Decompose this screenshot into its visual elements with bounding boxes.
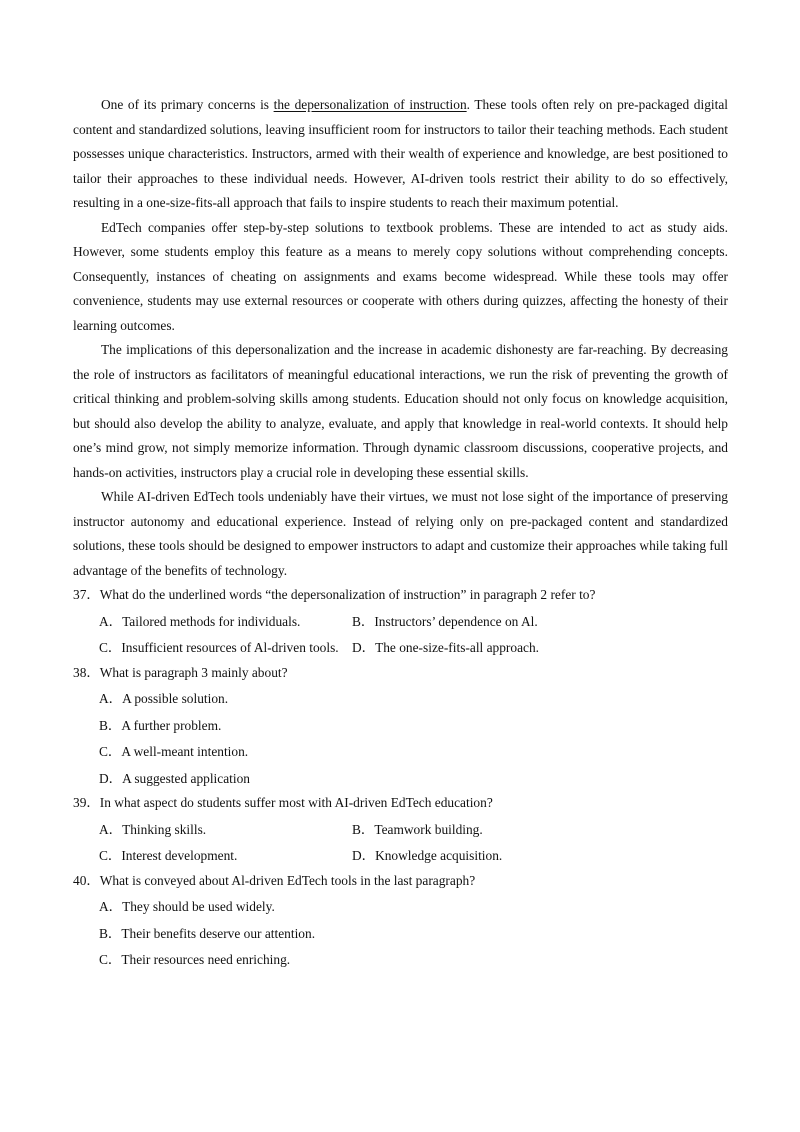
option-text: A further problem. [121,717,222,733]
option-text: A suggested application [122,770,250,786]
option-text: A possible solution. [122,691,229,706]
question-stem [73,583,728,608]
option-label: B． [99,925,122,941]
option-label: D． [352,848,376,863]
question-stem [73,869,728,894]
option-text: Insufficient resources of Al-driven tools. [121,640,339,655]
option-c[interactable] [99,636,352,661]
question-39 [73,791,728,869]
option-text: Thinking skills. [122,821,207,837]
option-a[interactable] [99,895,728,920]
option-text: A well-meant intention. [121,744,249,759]
paragraph-1 [73,93,728,216]
option-label: A． [99,899,123,914]
paragraph-3: The implications of this depersonalization and the increase in academic dishonesty are far-reaching. By decreasing the role of instructors as facilitators of meaningful educational interactions, we run the risk of preventing the growth of critical thinking and problem-solving skills among students. Education should not only focus on knowledge acquisition, but should also develop the ability to analyze, evaluate, and apply that knowledge in real-world contexts. It should help one’s mind grow, not simply memorize information. Through dynamic classroom discussions, cooperative projects, and hands-on activities, instructors play a crucial role in developing these essential skills. [73,342,728,480]
question-37 [73,583,728,661]
question-text: What do the underlined words “the depersonalization of instruction” in paragraph 2 refer to? [99,587,596,602]
question-text: In what aspect do students suffer most with AI-driven EdTech education? [99,795,493,810]
question-number: 38． [73,664,100,680]
option-label: C． [99,848,122,863]
question-stem [73,661,728,686]
option-d[interactable] [352,844,502,869]
question-number: 40． [73,872,100,888]
option-label: B． [99,717,122,733]
question-stem [73,791,728,816]
paragraph-1-start: One of its primary concerns is [101,97,274,112]
question-text: What is paragraph 3 mainly about? [99,664,288,680]
option-label: D． [99,770,123,786]
document-page [73,93,728,973]
option-label: B． [352,613,375,629]
option-label: C． [99,640,122,655]
question-text: What is conveyed about Al-driven EdTech tools in the last paragraph? [99,872,476,888]
option-label: A． [99,691,123,706]
option-a[interactable] [99,818,352,843]
question-number: 37． [73,587,100,602]
option-b[interactable] [99,714,728,739]
underlined-phrase: the depersonalization of instruction [273,97,467,112]
option-text: Tailored methods for individuals. [122,613,301,629]
option-d[interactable] [352,636,539,661]
option-text: Knowledge acquisition. [375,848,503,863]
option-c[interactable] [99,740,728,765]
option-b[interactable] [99,922,728,947]
option-label: D． [352,640,376,655]
paragraph-1-rest: . These tools often rely on pre-packaged digital content and standardized solutions, leaving insufficient room for instructors to tailor their teaching methods. Each student possesses unique characteristics. Instructors, armed with their wealth of experience and knowledge, are best positioned to tailor their approaches to these individual needs. However, AI-driven tools restrict their ability to do so effectively, resulting in a one-size-fits-all approach that fails to inspire students to reach their maximum potential. [73,97,728,210]
option-text: Instructors’ dependence on Al. [374,613,538,629]
question-number: 39． [73,795,100,810]
option-text: Their resources need enriching. [121,952,291,967]
option-a[interactable] [99,610,352,635]
option-text: They should be used widely. [122,899,275,914]
paragraph-2: EdTech companies offer step-by-step solutions to textbook problems. These are intended to act as study aids. However, some students employ this feature as a means to merely copy solutions without comprehending concepts. Consequently, instances of cheating on assignments and exams become widespread. While these tools may offer convenience, students may use external resources or cooperate with others during quizzes, affecting the honesty of their learning outcomes. [73,219,728,333]
question-40 [73,869,728,973]
option-c[interactable] [99,844,352,869]
option-label: B． [352,821,375,837]
option-label: C． [99,744,122,759]
option-label: C． [99,952,122,967]
option-text: The one-size-fits-all approach. [375,640,540,655]
option-label: A． [99,613,123,629]
option-a[interactable] [99,687,728,712]
paragraph-4: While AI-driven EdTech tools undeniably have their virtues, we must not lose sight of the importance of preserving instructor autonomy and educational experience. Instead of relying only on pre-packaged content and standardized solutions, these tools should be designed to empower instructors to adapt and customize their approaches while taking full advantage of the benefits of technology. [73,489,728,578]
option-text: Teamwork building. [374,821,483,837]
option-b[interactable] [352,818,483,843]
option-text: Their benefits deserve our attention. [121,925,316,941]
option-d[interactable] [99,767,728,792]
question-38 [73,661,728,792]
option-text: Interest development. [121,848,238,863]
option-label: A． [99,821,123,837]
option-b[interactable] [352,610,538,635]
option-c[interactable] [99,948,728,973]
